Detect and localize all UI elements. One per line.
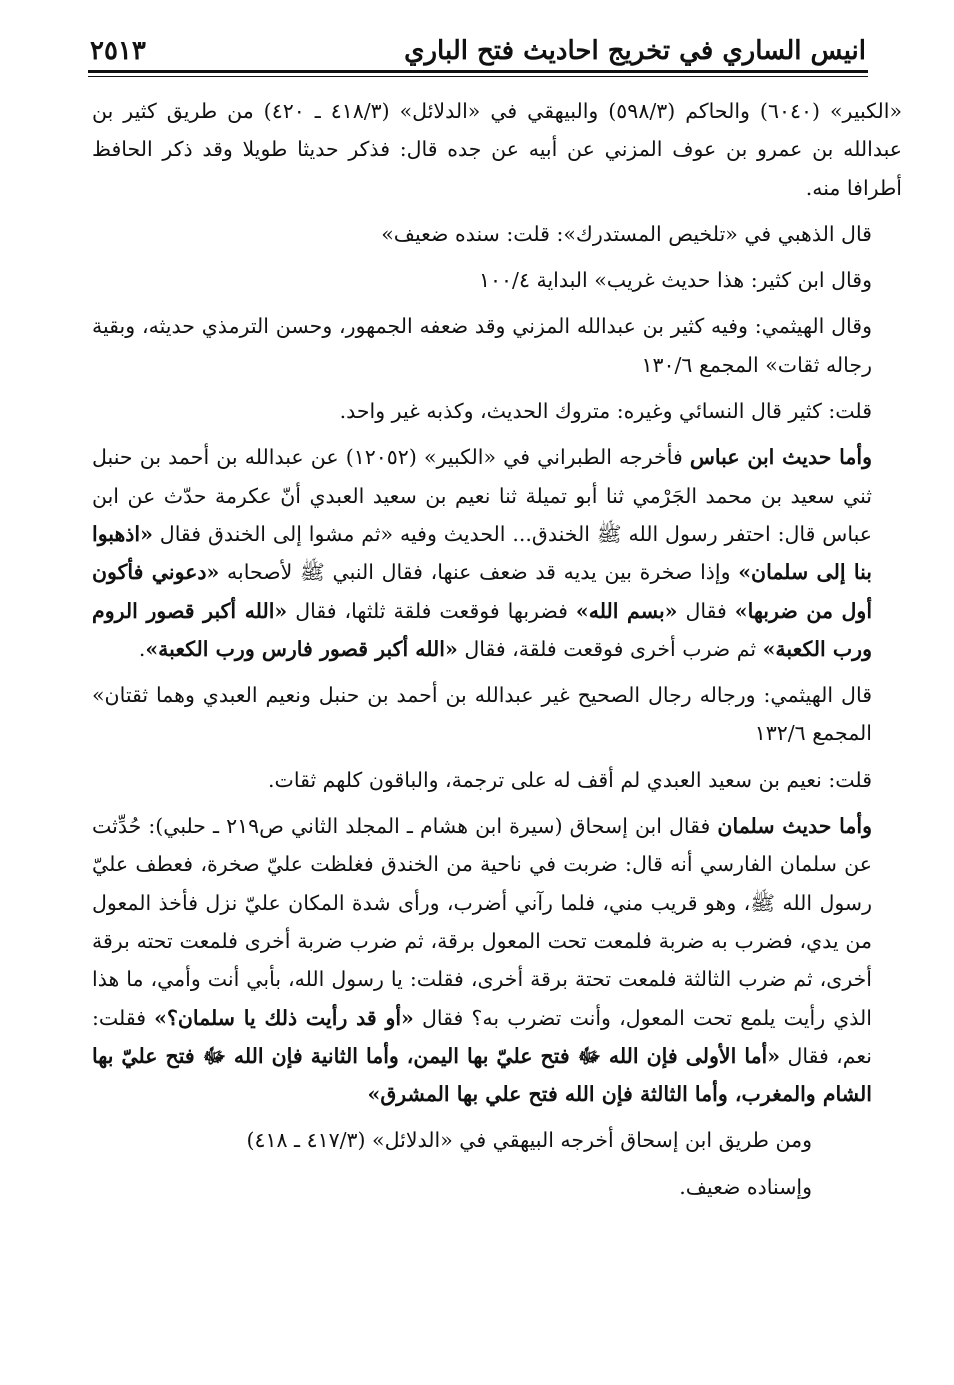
header-rule-thin bbox=[88, 76, 868, 77]
bold-text: «الله أكبر قصور الروم ورب الكعبة» bbox=[92, 598, 872, 661]
paragraph-text: فقال bbox=[677, 598, 735, 623]
bold-text: «أو قد رأيت ذلك يا سلمان؟» bbox=[154, 1005, 414, 1030]
page-header bbox=[90, 30, 866, 66]
running-title: انيس الساري في تخريج احاديث فتح الباري bbox=[404, 36, 866, 66]
paragraph-text: فقال ابن إسحاق (سيرة ابن هشام ـ المجلد الثاني ص٢١٩ ـ حلبي): حُدِّثت عن سلمان الفارسي أنه قال: ضربت في ناحية من الخندق فغلظت عليّ صخرة، فعطف عليّ رسول الله ﷺ، وهو قريب مني، فلما رآني أضرب، ورأى شدة المكان عليّ نزل فأخذ المعول من يدي، فضرب به ضربة فلمعت تحت المعول برقة، ثم ضرب ضربة أخرى فلمعت تحته برقة أخرى، ثم ضرب الثالثة فلمعت تحتة برقة أخرى، فقلت: يا رسول الله، بأبي أنت وأمي، ما هذا الذي رأيت يلمع تحت المعول، وأنت تضرب به؟ فقال bbox=[92, 814, 873, 1030]
bold-text: وأما حديث سلمان bbox=[717, 814, 872, 839]
bold-text: وأما حديث ابن عباس bbox=[689, 445, 872, 470]
header-rule-thick bbox=[88, 70, 868, 73]
paragraph-text: وإذا صخرة بين يديه قد ضعف عنها، فقال النبي ﷺ لأصحابه bbox=[219, 560, 739, 585]
paragraph: ومن طريق ابن إسحاق أخرجه البيهقي في «الدلائل» (٤١٧/٣ ـ ٤١٨) bbox=[246, 1128, 812, 1153]
paragraph: قال الذهبي في «تلخيص المستدرك»: قلت: سنده ضعيف» bbox=[381, 221, 872, 246]
page-number: ٢٥١٣ bbox=[90, 36, 146, 66]
paragraph: قال الهيثمي: ورجاله رجال الصحيح غير عبدالله بن أحمد بن حنبل ونعيم العبدي وهما ثقتان» المجمع ١٣٢/٦ bbox=[92, 683, 872, 746]
paragraph-text: فقلت: نعم، فقال bbox=[92, 1005, 872, 1068]
paragraph: وقال الهيثمي: وفيه كثير بن عبدالله المزني وقد ضعفه الجمهور، وحسن الترمذي حديثه، وبقية رجاله ثقات» المجمع ١٣٠/٦ bbox=[92, 314, 872, 377]
paragraph: وقال ابن كثير: هذا حديث غريب» البداية ١٠٠/٤ bbox=[479, 268, 872, 293]
paragraph-text: فأخرجه الطبراني في «الكبير» (١٢٠٥٢) عن عبدالله بن أحمد بن حنبل ثني سعيد بن محمد الجَرْمي ثنا أبو تميلة ثنا نعيم بن سعيد العبدي أنّ عكرمة حدّث عن ابن عباس قال: احتفر رسول الله ﷺ الخندق... الحديث وفيه «ثم مشوا إلى الخندق فقال bbox=[92, 445, 872, 546]
paragraph: «الكبير» (٦٠٤٠) والحاكم (٥٩٨/٣) والبيهقي في «الدلائل» (٤١٨/٣ ـ ٤٢٠) من طريق كثير بن عبدالله بن عمرو بن عوف المزني عن أبيه عن جده قال: فذكر حديثا طويلا وقد ذكر الحافظ أطرافا منه. bbox=[92, 99, 902, 200]
paragraph: قلت: كثير قال النسائي وغيره: متروك الحديث، وكذبه غير واحد. bbox=[339, 399, 872, 424]
bold-text: «اذهبوا بنا إلى سلمان» bbox=[92, 521, 872, 585]
paragraph: قلت: نعيم بن سعيد العبدي لم أقف له على ترجمة، والباقون كلهم ثقات. bbox=[268, 767, 872, 792]
paragraph: وإسناده ضعيف. bbox=[679, 1174, 812, 1199]
paragraph-ibn-abbas bbox=[92, 438, 872, 668]
paragraph-text: فضربها فوقعت فلقة ثلثها، فقال bbox=[287, 598, 576, 623]
bold-text: «بسم الله» bbox=[575, 598, 678, 623]
paragraph-text: . bbox=[138, 636, 146, 661]
bold-text: «الله أكبر قصور فارس ورب الكعبة» bbox=[145, 636, 458, 661]
paragraph-salman bbox=[92, 807, 872, 1113]
bold-text: «أما الأولى فإن الله ﷻ فتح عليّ بها اليمن، وأما الثانية فإن الله ﷻ فتح عليّ بها الشام والمغرب، وأما الثالثة فإن الله فتح علي بها المشرق» bbox=[92, 1043, 872, 1107]
paragraph-text: ثم ضرب أخرى فوقعت فلقة، فقال bbox=[457, 636, 763, 661]
body-text bbox=[92, 92, 902, 1214]
bold-text: «دعوني فأكون أول من ضربها» bbox=[92, 560, 873, 623]
